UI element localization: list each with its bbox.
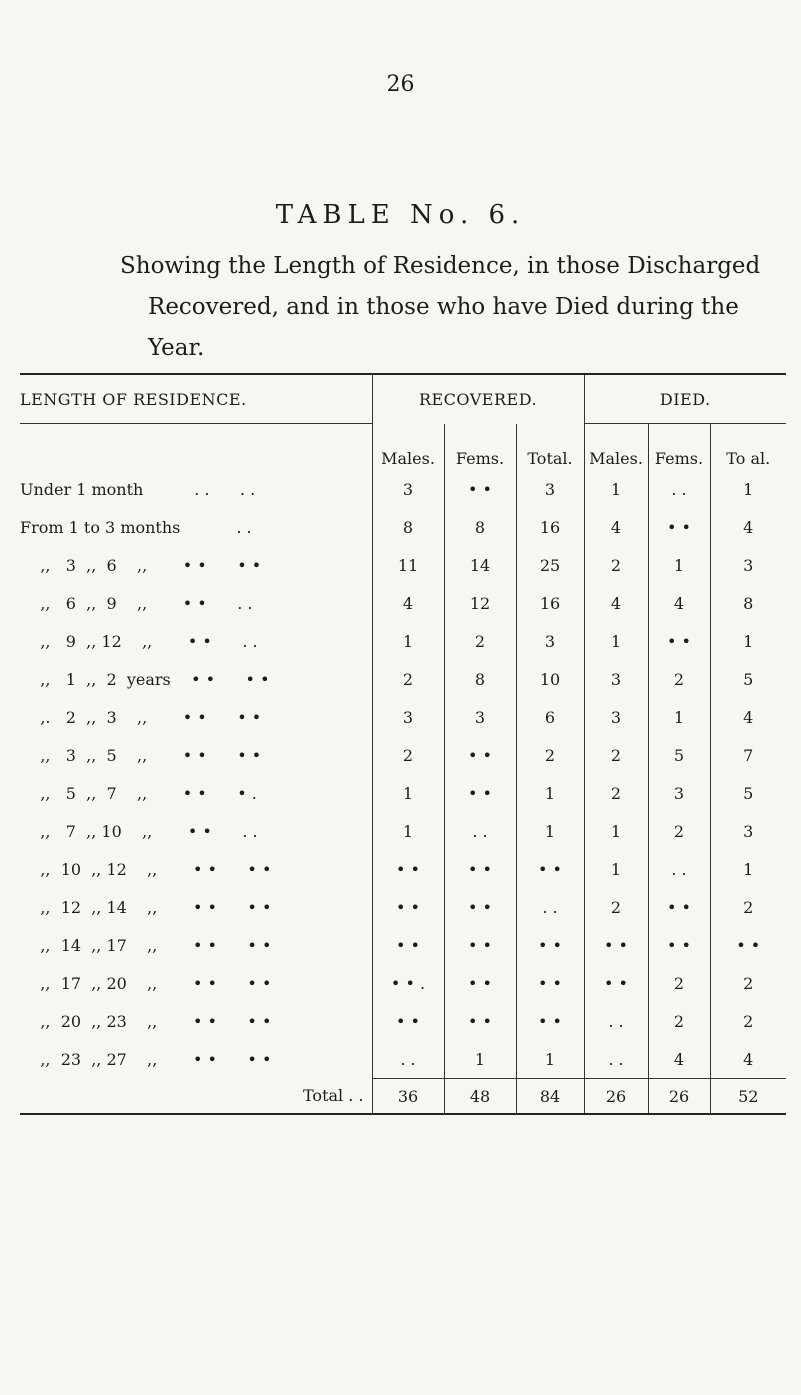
total-recovered-total: 84 bbox=[516, 1079, 584, 1114]
cell-recovered-fems: 12 bbox=[444, 584, 516, 622]
table-row bbox=[20, 622, 786, 660]
cell-recovered-total: • • bbox=[516, 964, 584, 1002]
cell-died-total: 4 bbox=[710, 698, 786, 736]
cell-died-fems: . . bbox=[648, 850, 710, 888]
cell-recovered-fems: • • bbox=[444, 888, 516, 926]
cell-recovered-males: • • bbox=[372, 850, 444, 888]
row-label: ,, 20 ,, 23 ,, • • • • bbox=[20, 1011, 272, 1031]
total-died-fems: 26 bbox=[648, 1079, 710, 1114]
table-row bbox=[20, 1040, 786, 1079]
cell-died-total: 2 bbox=[710, 964, 786, 1002]
cell-recovered-fems: • • bbox=[444, 774, 516, 812]
total-died-total: 52 bbox=[710, 1079, 786, 1114]
length-of-residence-header: LENGTH OF RESIDENCE. bbox=[20, 374, 372, 424]
cell-died-total: 2 bbox=[710, 1002, 786, 1040]
cell-recovered-fems: 2 bbox=[444, 622, 516, 660]
total-died-males: 26 bbox=[584, 1079, 648, 1114]
cell-died-males: 2 bbox=[584, 736, 648, 774]
cell-recovered-fems: • • bbox=[444, 1002, 516, 1040]
table-row bbox=[20, 508, 786, 546]
cell-recovered-total: • • bbox=[516, 850, 584, 888]
cell-recovered-fems: 3 bbox=[444, 698, 516, 736]
total-label: Total . . bbox=[303, 1086, 364, 1106]
residence-table bbox=[20, 373, 786, 1115]
cell-died-total: 3 bbox=[710, 546, 786, 584]
row-label: ,, 1 ,, 2 years • • • • bbox=[20, 669, 270, 689]
cell-died-fems: • • bbox=[648, 888, 710, 926]
cell-recovered-total: • • bbox=[516, 1002, 584, 1040]
table-row bbox=[20, 774, 786, 812]
page-number: 26 bbox=[386, 72, 415, 97]
cell-died-males: . . bbox=[584, 1040, 648, 1079]
cell-died-fems: 1 bbox=[648, 698, 710, 736]
cell-died-males: 2 bbox=[584, 888, 648, 926]
total-recovered-males: 36 bbox=[372, 1079, 444, 1114]
row-label: From 1 to 3 months . . bbox=[20, 517, 252, 537]
cell-recovered-males: 1 bbox=[372, 774, 444, 812]
table-row bbox=[20, 470, 786, 508]
header-row-subcolumns bbox=[20, 424, 786, 471]
cell-recovered-total: 16 bbox=[516, 584, 584, 622]
cell-recovered-males: • • . bbox=[372, 964, 444, 1002]
table-row bbox=[20, 850, 786, 888]
table-row bbox=[20, 964, 786, 1002]
cell-died-males: 4 bbox=[584, 584, 648, 622]
table-body bbox=[20, 470, 786, 1079]
died-males-header: Males. bbox=[584, 424, 648, 471]
cell-died-fems: 2 bbox=[648, 1002, 710, 1040]
table-row bbox=[20, 812, 786, 850]
cell-died-total: • • bbox=[710, 926, 786, 964]
cell-died-males: 1 bbox=[584, 622, 648, 660]
recovered-males-header: Males. bbox=[372, 424, 444, 471]
cell-died-total: 1 bbox=[710, 622, 786, 660]
total-row bbox=[20, 1079, 786, 1114]
row-label: ,, 10 ,, 12 ,, • • • • bbox=[20, 859, 272, 879]
row-label: ,, 17 ,, 20 ,, • • • • bbox=[20, 973, 272, 993]
cell-died-fems: 2 bbox=[648, 964, 710, 1002]
cell-recovered-males: 3 bbox=[372, 470, 444, 508]
cell-died-total: 5 bbox=[710, 774, 786, 812]
blank-header-cell bbox=[20, 424, 372, 471]
row-label: Under 1 month . . . . bbox=[20, 479, 256, 499]
cell-died-males: • • bbox=[584, 926, 648, 964]
cell-died-total: 1 bbox=[710, 850, 786, 888]
cell-recovered-total: 1 bbox=[516, 774, 584, 812]
cell-recovered-males: . . bbox=[372, 1040, 444, 1079]
cell-recovered-total: 2 bbox=[516, 736, 584, 774]
cell-died-total: 1 bbox=[710, 470, 786, 508]
cell-recovered-males: 3 bbox=[372, 698, 444, 736]
cell-recovered-males: 4 bbox=[372, 584, 444, 622]
cell-died-males: 2 bbox=[584, 546, 648, 584]
row-label: ,, 14 ,, 17 ,, • • • • bbox=[20, 935, 272, 955]
cell-recovered-total: 25 bbox=[516, 546, 584, 584]
row-label: ,, 23 ,, 27 ,, • • • • bbox=[20, 1049, 272, 1069]
table-row bbox=[20, 546, 786, 584]
cell-recovered-total: 3 bbox=[516, 470, 584, 508]
cell-died-total: 4 bbox=[710, 1040, 786, 1079]
cell-died-males: • • bbox=[584, 964, 648, 1002]
cell-died-fems: 2 bbox=[648, 660, 710, 698]
recovered-fems-header: Fems. bbox=[444, 424, 516, 471]
cell-died-total: 7 bbox=[710, 736, 786, 774]
row-label: ,, 3 ,, 5 ,, • • • • bbox=[20, 745, 262, 765]
cell-died-males: . . bbox=[584, 1002, 648, 1040]
cell-died-total: 5 bbox=[710, 660, 786, 698]
table-row bbox=[20, 584, 786, 622]
table-row bbox=[20, 736, 786, 774]
cell-recovered-fems: • • bbox=[444, 470, 516, 508]
cell-recovered-males: 2 bbox=[372, 736, 444, 774]
bottom-rule bbox=[20, 1113, 786, 1114]
cell-died-fems: 4 bbox=[648, 584, 710, 622]
cell-recovered-males: 8 bbox=[372, 508, 444, 546]
cell-recovered-fems: 8 bbox=[444, 660, 516, 698]
table-caption: Showing the Length of Residence, in those Discharged Recovered, and in those who have Died during the Year. bbox=[120, 253, 761, 361]
table-row bbox=[20, 926, 786, 964]
cell-recovered-males: 1 bbox=[372, 622, 444, 660]
cell-died-males: 1 bbox=[584, 850, 648, 888]
cell-recovered-fems: . . bbox=[444, 812, 516, 850]
cell-recovered-males: • • bbox=[372, 926, 444, 964]
cell-recovered-males: 11 bbox=[372, 546, 444, 584]
cell-recovered-males: • • bbox=[372, 1002, 444, 1040]
cell-recovered-total: 1 bbox=[516, 1040, 584, 1079]
cell-died-total: 8 bbox=[710, 584, 786, 622]
cell-recovered-total: 10 bbox=[516, 660, 584, 698]
cell-recovered-fems: • • bbox=[444, 964, 516, 1002]
cell-died-fems: • • bbox=[648, 508, 710, 546]
table-row bbox=[20, 888, 786, 926]
cell-recovered-total: 16 bbox=[516, 508, 584, 546]
row-label: ,, 3 ,, 6 ,, • • • • bbox=[20, 555, 262, 575]
cell-died-males: 2 bbox=[584, 774, 648, 812]
cell-died-males: 1 bbox=[584, 470, 648, 508]
cell-recovered-fems: • • bbox=[444, 926, 516, 964]
cell-died-fems: 1 bbox=[648, 546, 710, 584]
cell-died-total: 2 bbox=[710, 888, 786, 926]
cell-recovered-fems: 14 bbox=[444, 546, 516, 584]
cell-died-fems: 5 bbox=[648, 736, 710, 774]
cell-recovered-males: 1 bbox=[372, 812, 444, 850]
row-label: ,, 7 ,, 10 ,, • • . . bbox=[20, 821, 258, 841]
cell-recovered-total: • • bbox=[516, 926, 584, 964]
cell-recovered-males: • • bbox=[372, 888, 444, 926]
cell-recovered-total: 3 bbox=[516, 622, 584, 660]
table-title: TABLE No. 6. bbox=[275, 200, 526, 230]
recovered-total-header: Total. bbox=[516, 424, 584, 471]
cell-recovered-total: 1 bbox=[516, 812, 584, 850]
cell-died-fems: 4 bbox=[648, 1040, 710, 1079]
cell-died-fems: 2 bbox=[648, 812, 710, 850]
cell-recovered-fems: • • bbox=[444, 736, 516, 774]
cell-died-males: 1 bbox=[584, 812, 648, 850]
header-row-groups bbox=[20, 374, 786, 424]
died-header: DIED. bbox=[584, 374, 786, 424]
cell-died-males: 4 bbox=[584, 508, 648, 546]
cell-died-total: 4 bbox=[710, 508, 786, 546]
row-label: ,, 9 ,, 12 ,, • • . . bbox=[20, 631, 258, 651]
cell-recovered-males: 2 bbox=[372, 660, 444, 698]
row-label: ,, 5 ,, 7 ,, • • • . bbox=[20, 783, 257, 803]
cell-recovered-fems: 1 bbox=[444, 1040, 516, 1079]
cell-died-fems: 3 bbox=[648, 774, 710, 812]
cell-died-fems: • • bbox=[648, 622, 710, 660]
cell-recovered-total: . . bbox=[516, 888, 584, 926]
table-row bbox=[20, 1002, 786, 1040]
cell-died-total: 3 bbox=[710, 812, 786, 850]
row-label: ,. 2 ,, 3 ,, • • • • bbox=[20, 707, 262, 727]
cell-recovered-fems: • • bbox=[444, 850, 516, 888]
table-row bbox=[20, 660, 786, 698]
died-fems-header: Fems. bbox=[648, 424, 710, 471]
row-label: ,, 12 ,, 14 ,, • • • • bbox=[20, 897, 272, 917]
recovered-header: RECOVERED. bbox=[372, 374, 584, 424]
cell-died-males: 3 bbox=[584, 660, 648, 698]
cell-died-fems: • • bbox=[648, 926, 710, 964]
cell-recovered-fems: 8 bbox=[444, 508, 516, 546]
row-label: ,, 6 ,, 9 ,, • • . . bbox=[20, 593, 253, 613]
cell-died-fems: . . bbox=[648, 470, 710, 508]
died-total-header: To al. bbox=[710, 424, 786, 471]
cell-died-males: 3 bbox=[584, 698, 648, 736]
cell-recovered-total: 6 bbox=[516, 698, 584, 736]
total-recovered-fems: 48 bbox=[444, 1079, 516, 1114]
table-row bbox=[20, 698, 786, 736]
